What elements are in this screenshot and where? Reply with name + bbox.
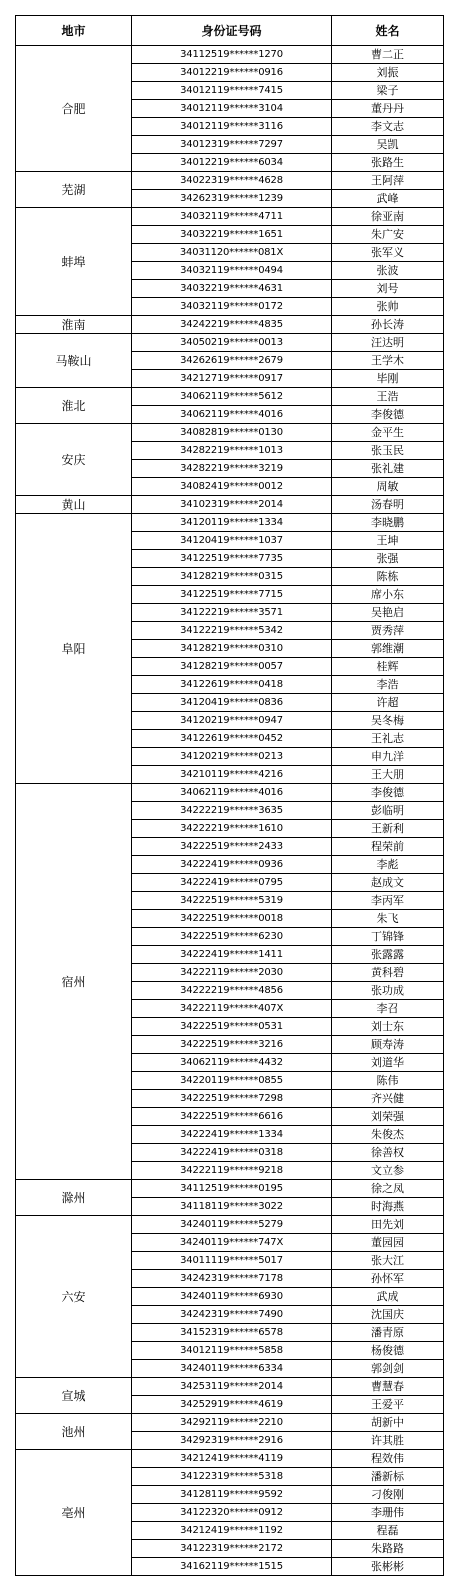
id-number-cell: 34240119******6930 [132, 1288, 332, 1306]
table-row [16, 1450, 444, 1468]
header-row [16, 16, 444, 46]
name-cell: 杨俊德 [332, 1342, 444, 1360]
name-cell: 张露露 [332, 946, 444, 964]
id-number-cell: 34222519******3216 [132, 1036, 332, 1054]
table-row [16, 496, 444, 514]
id-number-cell: 34222119******407X [132, 1000, 332, 1018]
name-cell: 李文志 [332, 118, 444, 136]
table-body [16, 46, 444, 1576]
city-cell: 阜阳 [16, 514, 132, 784]
id-number-cell: 34120119******1334 [132, 514, 332, 532]
name-cell: 席小东 [332, 586, 444, 604]
id-number-cell: 34282219******3219 [132, 460, 332, 478]
id-number-cell: 34122219******3571 [132, 604, 332, 622]
name-cell: 许其胜 [332, 1432, 444, 1450]
id-number-cell: 34122619******0452 [132, 730, 332, 748]
id-number-cell: 34220119******0855 [132, 1072, 332, 1090]
name-cell: 毕刚 [332, 370, 444, 388]
name-cell: 张波 [332, 262, 444, 280]
table-row [16, 1216, 444, 1234]
header-city: 地市 [16, 16, 132, 46]
id-number-cell: 34222419******0795 [132, 874, 332, 892]
id-number-cell: 34222219******4856 [132, 982, 332, 1000]
id-number-cell: 34222519******7298 [132, 1090, 332, 1108]
city-cell: 黄山 [16, 496, 132, 514]
name-cell: 曹慧春 [332, 1378, 444, 1396]
id-number-cell: 34292119******2210 [132, 1414, 332, 1432]
id-number-cell: 34032119******0494 [132, 262, 332, 280]
name-cell: 陈栋 [332, 568, 444, 586]
name-cell: 王阿萍 [332, 172, 444, 190]
name-cell: 张玉民 [332, 442, 444, 460]
name-cell: 陈伟 [332, 1072, 444, 1090]
id-number-cell: 34012119******5858 [132, 1342, 332, 1360]
name-cell: 赵成文 [332, 874, 444, 892]
name-cell: 朱广安 [332, 226, 444, 244]
id-number-cell: 34122319******2172 [132, 1540, 332, 1558]
id-number-cell: 34122619******0418 [132, 676, 332, 694]
id-number-cell: 34222419******0318 [132, 1144, 332, 1162]
id-number-cell: 34262319******1239 [132, 190, 332, 208]
name-cell: 周敏 [332, 478, 444, 496]
id-number-cell: 34212719******0917 [132, 370, 332, 388]
id-number-cell: 34012219******0916 [132, 64, 332, 82]
name-cell: 王爱平 [332, 1396, 444, 1414]
id-number-cell: 34118119******3022 [132, 1198, 332, 1216]
city-cell: 安庆 [16, 424, 132, 496]
name-cell: 程荣前 [332, 838, 444, 856]
id-number-cell: 34222219******3635 [132, 802, 332, 820]
roster-table [15, 15, 444, 1576]
id-number-cell: 34012119******3104 [132, 100, 332, 118]
id-number-cell: 34032219******4631 [132, 280, 332, 298]
table-row [16, 514, 444, 532]
name-cell: 沈国庆 [332, 1306, 444, 1324]
id-number-cell: 34122320******0912 [132, 1504, 332, 1522]
id-number-cell: 34062119******4432 [132, 1054, 332, 1072]
id-number-cell: 34062119******4016 [132, 406, 332, 424]
id-number-cell: 34120219******0947 [132, 712, 332, 730]
name-cell: 汤春明 [332, 496, 444, 514]
name-cell: 汪达明 [332, 334, 444, 352]
name-cell: 武成 [332, 1288, 444, 1306]
name-cell: 王学木 [332, 352, 444, 370]
name-cell: 李珊伟 [332, 1504, 444, 1522]
name-cell: 金平生 [332, 424, 444, 442]
city-cell: 宣城 [16, 1378, 132, 1414]
id-number-cell: 34210119******4216 [132, 766, 332, 784]
table-row [16, 424, 444, 442]
id-number-cell: 34222419******1411 [132, 946, 332, 964]
name-cell: 潘新标 [332, 1468, 444, 1486]
name-cell: 申九洋 [332, 748, 444, 766]
id-number-cell: 34032119******0172 [132, 298, 332, 316]
id-number-cell: 34240119******747X [132, 1234, 332, 1252]
id-number-cell: 34082819******0130 [132, 424, 332, 442]
id-number-cell: 34128219******0310 [132, 640, 332, 658]
name-cell: 贾秀萍 [332, 622, 444, 640]
id-number-cell: 34012119******7415 [132, 82, 332, 100]
table-row [16, 1378, 444, 1396]
id-number-cell: 34242219******4835 [132, 316, 332, 334]
city-cell: 芜湖 [16, 172, 132, 208]
name-cell: 王新利 [332, 820, 444, 838]
name-cell: 程效伟 [332, 1450, 444, 1468]
id-number-cell: 34128119******9592 [132, 1486, 332, 1504]
id-number-cell: 34253119******2014 [132, 1378, 332, 1396]
name-cell: 吴冬梅 [332, 712, 444, 730]
name-cell: 刘振 [332, 64, 444, 82]
name-cell: 张路生 [332, 154, 444, 172]
city-cell: 宿州 [16, 784, 132, 1180]
name-cell: 徐善权 [332, 1144, 444, 1162]
id-number-cell: 34022319******4628 [132, 172, 332, 190]
table-row [16, 334, 444, 352]
id-number-cell: 34222519******6230 [132, 928, 332, 946]
id-number-cell: 34222519******0531 [132, 1018, 332, 1036]
header-name: 姓名 [332, 16, 444, 46]
id-number-cell: 34222119******2030 [132, 964, 332, 982]
id-number-cell: 34120219******0213 [132, 748, 332, 766]
id-number-cell: 34120419******1037 [132, 532, 332, 550]
id-number-cell: 34252919******4619 [132, 1396, 332, 1414]
id-number-cell: 34082419******0012 [132, 478, 332, 496]
id-number-cell: 34122219******5342 [132, 622, 332, 640]
id-number-cell: 34112519******0195 [132, 1180, 332, 1198]
name-cell: 刘士东 [332, 1018, 444, 1036]
name-cell: 刘号 [332, 280, 444, 298]
name-cell: 张大江 [332, 1252, 444, 1270]
id-number-cell: 34240119******6334 [132, 1360, 332, 1378]
city-cell: 淮北 [16, 388, 132, 424]
id-number-cell: 34240119******5279 [132, 1216, 332, 1234]
city-cell: 蚌埠 [16, 208, 132, 316]
city-cell: 滁州 [16, 1180, 132, 1216]
header-id-number: 身份证号码 [132, 16, 332, 46]
id-number-cell: 34222519******5319 [132, 892, 332, 910]
id-number-cell: 34012319******7297 [132, 136, 332, 154]
id-number-cell: 34222119******9218 [132, 1162, 332, 1180]
name-cell: 张礼建 [332, 460, 444, 478]
id-number-cell: 34031120******081X [132, 244, 332, 262]
id-number-cell: 34011119******5017 [132, 1252, 332, 1270]
id-number-cell: 34222519******6616 [132, 1108, 332, 1126]
id-number-cell: 34212419******1192 [132, 1522, 332, 1540]
id-number-cell: 34112519******1270 [132, 46, 332, 64]
id-number-cell: 34120419******0836 [132, 694, 332, 712]
id-number-cell: 34062119******4016 [132, 784, 332, 802]
table-row [16, 1414, 444, 1432]
id-number-cell: 34032119******4711 [132, 208, 332, 226]
id-number-cell: 34242319******7490 [132, 1306, 332, 1324]
id-number-cell: 34282219******1013 [132, 442, 332, 460]
id-number-cell: 34212419******4119 [132, 1450, 332, 1468]
name-cell: 田先刘 [332, 1216, 444, 1234]
id-number-cell: 34012119******3116 [132, 118, 332, 136]
name-cell: 丁锦锋 [332, 928, 444, 946]
name-cell: 李丙军 [332, 892, 444, 910]
name-cell: 文立参 [332, 1162, 444, 1180]
table-row [16, 46, 444, 64]
id-number-cell: 34152319******6578 [132, 1324, 332, 1342]
name-cell: 潘青原 [332, 1324, 444, 1342]
id-number-cell: 34050219******0013 [132, 334, 332, 352]
name-cell: 刘道华 [332, 1054, 444, 1072]
name-cell: 吴凯 [332, 136, 444, 154]
id-number-cell: 34222219******1610 [132, 820, 332, 838]
name-cell: 李晓鹏 [332, 514, 444, 532]
name-cell: 刁俊刚 [332, 1486, 444, 1504]
name-cell: 王浩 [332, 388, 444, 406]
name-cell: 郭剑剑 [332, 1360, 444, 1378]
id-number-cell: 34222519******2433 [132, 838, 332, 856]
name-cell: 张彬彬 [332, 1558, 444, 1576]
name-cell: 李俊德 [332, 406, 444, 424]
id-number-cell: 34102319******2014 [132, 496, 332, 514]
table-row [16, 1180, 444, 1198]
name-cell: 程磊 [332, 1522, 444, 1540]
name-cell: 许超 [332, 694, 444, 712]
name-cell: 彭临明 [332, 802, 444, 820]
city-cell: 合肥 [16, 46, 132, 172]
name-cell: 李俊德 [332, 784, 444, 802]
table-row [16, 388, 444, 406]
id-number-cell: 34012219******6034 [132, 154, 332, 172]
name-cell: 朱飞 [332, 910, 444, 928]
table-row [16, 172, 444, 190]
name-cell: 齐兴健 [332, 1090, 444, 1108]
name-cell: 朱俊杰 [332, 1126, 444, 1144]
name-cell: 董丹丹 [332, 100, 444, 118]
city-cell: 亳州 [16, 1450, 132, 1576]
id-number-cell: 34262619******2679 [132, 352, 332, 370]
name-cell: 李彪 [332, 856, 444, 874]
name-cell: 胡新中 [332, 1414, 444, 1432]
name-cell: 李浩 [332, 676, 444, 694]
name-cell: 王大朋 [332, 766, 444, 784]
name-cell: 桂辉 [332, 658, 444, 676]
id-number-cell: 34128219******0057 [132, 658, 332, 676]
name-cell: 李召 [332, 1000, 444, 1018]
city-cell: 池州 [16, 1414, 132, 1450]
name-cell: 黄科碧 [332, 964, 444, 982]
id-number-cell: 34122319******5318 [132, 1468, 332, 1486]
name-cell: 曹二正 [332, 46, 444, 64]
name-cell: 张功成 [332, 982, 444, 1000]
city-cell: 六安 [16, 1216, 132, 1378]
name-cell: 孙怀军 [332, 1270, 444, 1288]
id-number-cell: 34062119******5612 [132, 388, 332, 406]
name-cell: 董园园 [332, 1234, 444, 1252]
id-number-cell: 34292319******2916 [132, 1432, 332, 1450]
city-cell: 马鞍山 [16, 334, 132, 388]
id-number-cell: 34122519******7715 [132, 586, 332, 604]
name-cell: 徐亚南 [332, 208, 444, 226]
city-cell: 淮南 [16, 316, 132, 334]
table-row [16, 316, 444, 334]
id-number-cell: 34222419******1334 [132, 1126, 332, 1144]
name-cell: 张帅 [332, 298, 444, 316]
table-row [16, 208, 444, 226]
id-number-cell: 34128219******0315 [132, 568, 332, 586]
name-cell: 张强 [332, 550, 444, 568]
id-number-cell: 34162119******1515 [132, 1558, 332, 1576]
name-cell: 时海燕 [332, 1198, 444, 1216]
name-cell: 吴艳启 [332, 604, 444, 622]
name-cell: 徐之凤 [332, 1180, 444, 1198]
name-cell: 孙长涛 [332, 316, 444, 334]
name-cell: 王礼志 [332, 730, 444, 748]
id-number-cell: 34122519******7735 [132, 550, 332, 568]
name-cell: 顾寿涛 [332, 1036, 444, 1054]
id-number-cell: 34222519******0018 [132, 910, 332, 928]
name-cell: 郭维潮 [332, 640, 444, 658]
id-number-cell: 34242319******7178 [132, 1270, 332, 1288]
name-cell: 梁子 [332, 82, 444, 100]
name-cell: 朱路路 [332, 1540, 444, 1558]
name-cell: 张军义 [332, 244, 444, 262]
name-cell: 武峰 [332, 190, 444, 208]
name-cell: 刘荣强 [332, 1108, 444, 1126]
table-row [16, 784, 444, 802]
id-number-cell: 34032219******1651 [132, 226, 332, 244]
id-number-cell: 34222419******0936 [132, 856, 332, 874]
name-cell: 王坤 [332, 532, 444, 550]
